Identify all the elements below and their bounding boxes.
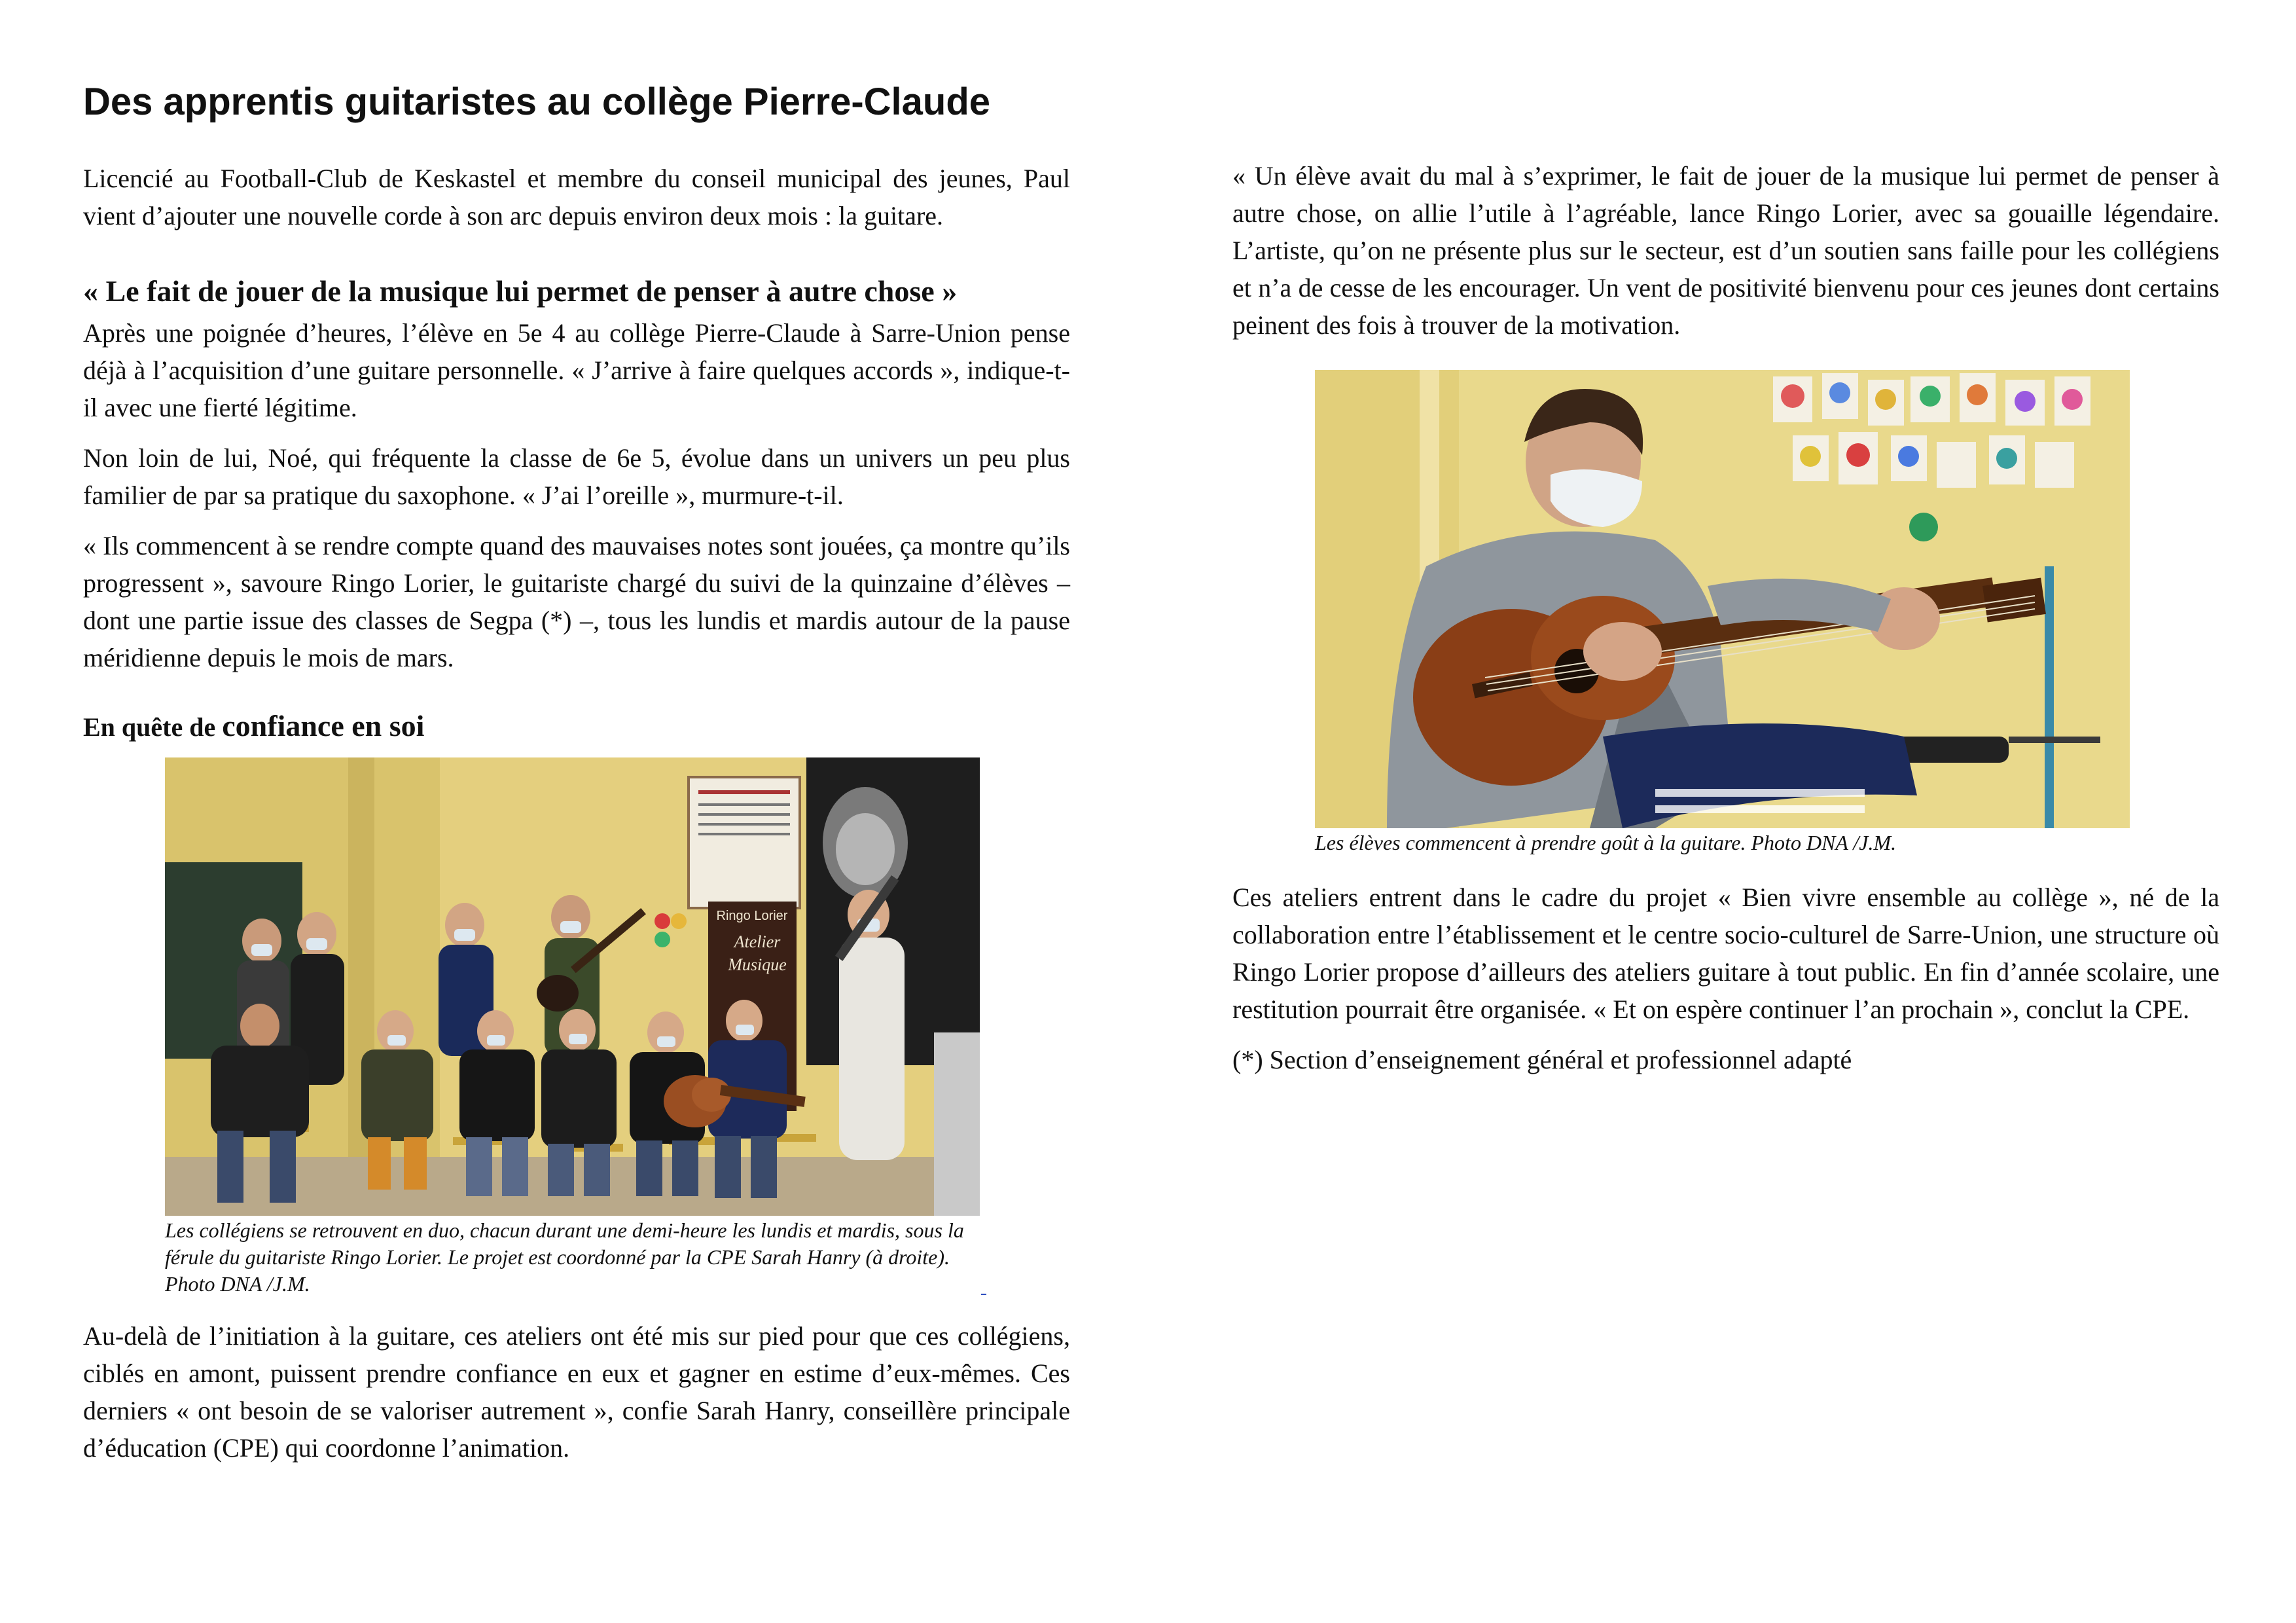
subheading-part-2: confiance en soi — [222, 709, 425, 742]
guitarist-photo[interactable] — [1315, 370, 2130, 828]
group-photo-illustration — [165, 757, 980, 1216]
subheading-confiance — [83, 706, 1070, 747]
paragraph-5: « Un élève avait du mal à s’exprimer, le fait de jouer de la musique lui permet de penser à autre chose, on allie l’utile à l’agréable, lance Ringo Lorier, avec sa gouaille légendaire. L’artiste, qu’on ne présente plus sur le secteur, est d’un soutien sans faille pour les collégiens et n’a de cesse de les encourager. Un vent de positivité bienvenu pour ces jeunes dont certains peinent des fois à trouver de la motivation. — [1232, 161, 2219, 340]
subheading-quote: « Le fait de jouer de la musique lui permet de penser à autre chose » — [83, 274, 958, 308]
paragraph-3: « Ils commencent à se rendre compte quand des mauvaises notes sont jouées, ça montre qu’ils progressent », savoure Ringo Lorier, le guitariste chargé du suivi de la quinzaine d’élèves – dont une partie issue des classes de Segpa (*) –, tous les lundis et mardis autour de la pause méridienne depuis le mois de mars. — [83, 531, 1070, 672]
paragraph-6: Ces ateliers entrent dans le cadre du projet « Bien vivre ensemble au collège », né de la collaboration entre l’établissement et le centre socio-culturel de Sarre-Union, une structure où Ringo Lorier propose d’ailleurs des ateliers guitare à tout public. En fin d’année scolaire, une restitution pourrait être organisée. « Et on espère continuer l’an prochain », conclut la CPE. — [1232, 883, 2219, 1024]
paragraph-2: Non loin de lui, Noé, qui fréquente la classe de 6e 5, évolue dans un univers un peu plus familier de par sa pratique du saxophone. « J’ai l’oreille », murmure-t-il. — [83, 443, 1070, 510]
group-photo-caption: Les collégiens se retrouvent en duo, chacun durant une demi-heure les lundis et mardis, sous la férule du guitariste Ringo Lorier. Le projet est coordonné par la CPE Sarah Hanry (à droite). Photo DNA /J.M. — [165, 1218, 964, 1296]
right-column — [1232, 157, 2219, 1091]
intro-paragraph: Licencié au Football-Club de Keskastel et membre du conseil municipal des jeunes, Paul vient d’ajouter une nouvelle corde à son arc depuis environ deux mois : la guitare. — [83, 164, 1070, 230]
left-column — [83, 160, 1070, 1480]
article-title: Des apprentis guitaristes au collège Pierre-Claude — [83, 81, 991, 123]
group-photo[interactable] — [165, 757, 980, 1216]
guitarist-photo-illustration — [1315, 370, 2130, 828]
guitarist-photo-caption: Les élèves commencent à prendre goût à la guitare. Photo DNA /J.M. — [1315, 831, 1897, 854]
paragraph-4: Au-delà de l’initiation à la guitare, ces ateliers ont été mis sur pied pour que ces collégiens, ciblés en amont, puissent prendre confiance en eux et gagner en estime d’eux-mêmes. Ces derniers « ont besoin de se valoriser autrement », confie Sarah Hanry, conseillère principale d’éducation (CPE) qui coordonne l’animation. — [83, 1321, 1070, 1463]
guitarist-photo-figure — [1315, 370, 2130, 856]
link-marker[interactable] — [981, 1294, 986, 1295]
paragraph-1: Après une poignée d’heures, l’élève en 5e 4 au collège Pierre-Claude à Sarre-Union pense déjà à l’acquisition d’une guitare personnelle. « J’arrive à faire quelques accords », indique-t-il avec une fierté légitime. — [83, 318, 1070, 422]
poster-musique-text: Musique — [728, 955, 787, 974]
footnote: (*) Section d’enseignement général et professionnel adapté — [1232, 1045, 1852, 1074]
subheading-part-1: En quête de — [83, 712, 223, 742]
poster-atelier-text: Atelier — [734, 932, 781, 951]
poster-name-text: Ringo Lorier — [716, 909, 788, 923]
group-photo-figure — [165, 757, 980, 1298]
